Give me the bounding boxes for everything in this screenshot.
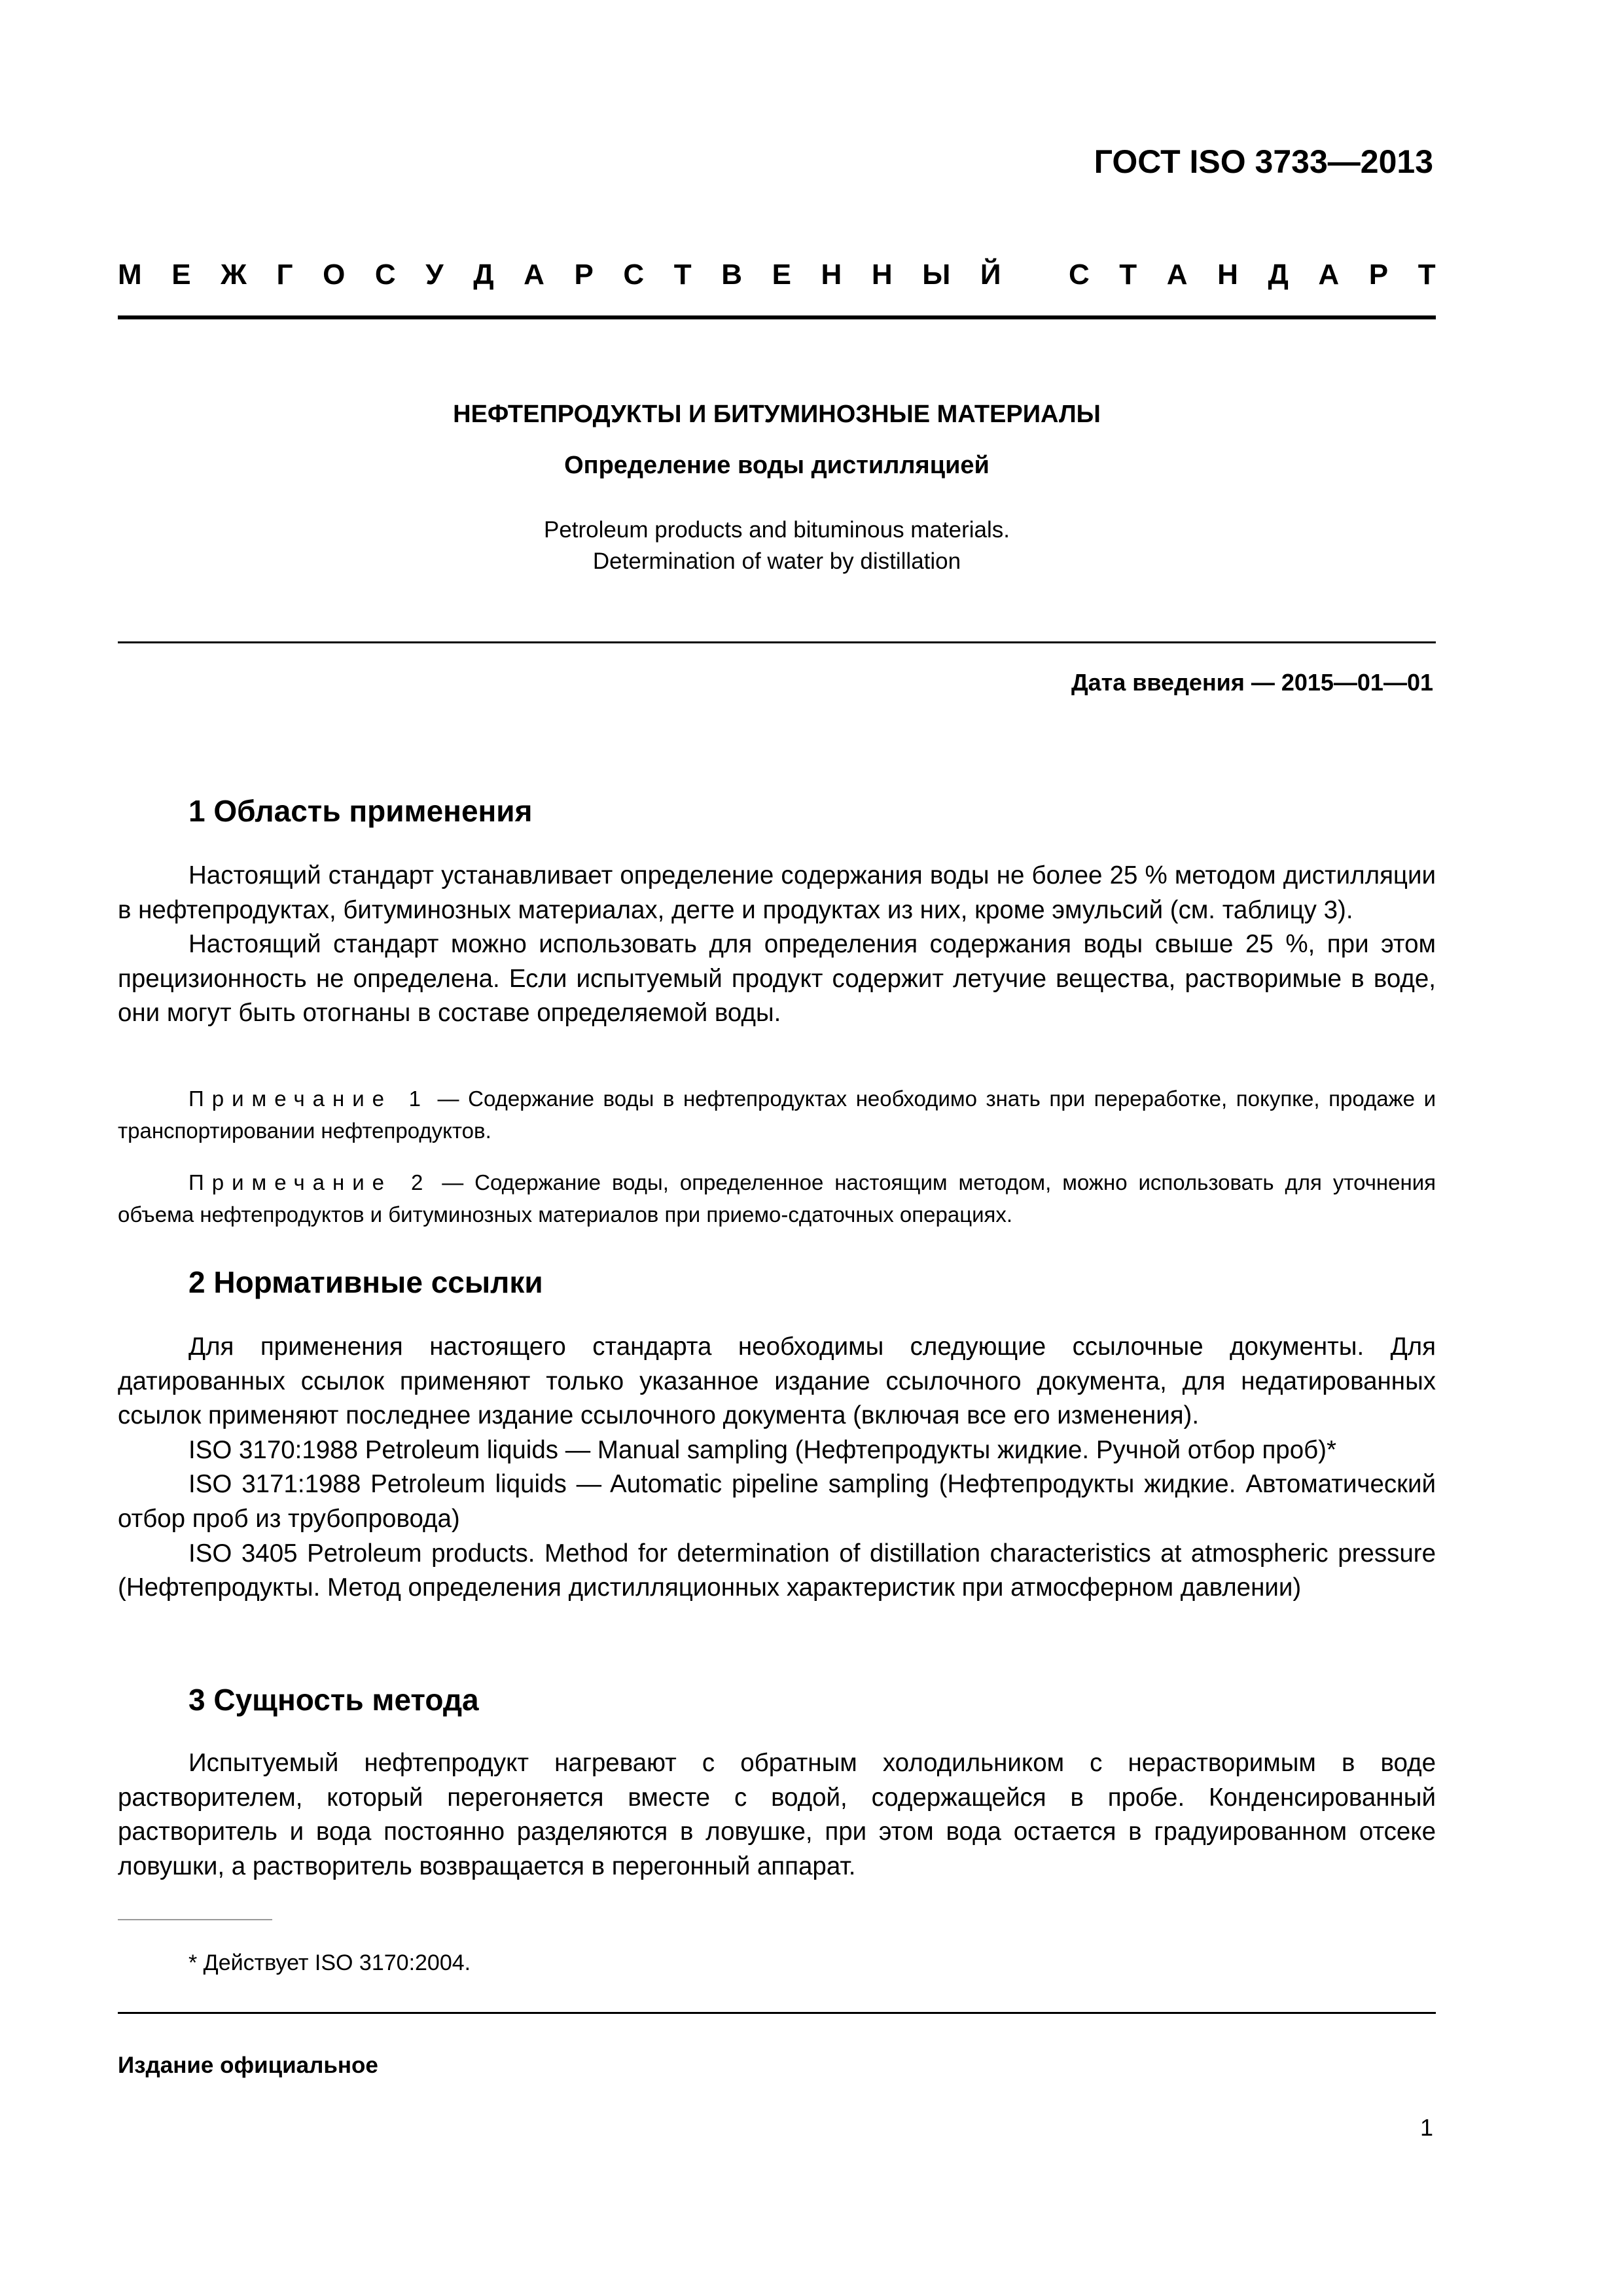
title-ru-subtitle: Определение воды дистилляцией bbox=[564, 452, 990, 479]
note-text: — Содержание воды, определенное настоящим методом, можно использовать для уточнения объема нефтепродуктов и битуминозных материалов при приемо-сдаточных операциях. bbox=[118, 1170, 1436, 1227]
section-1-body bbox=[118, 859, 1436, 1031]
standard-type-letter: Р bbox=[1368, 259, 1389, 291]
standard-type-letter: В bbox=[721, 259, 743, 291]
title-rule bbox=[118, 641, 1436, 643]
standard-type-letter: Д bbox=[473, 259, 494, 291]
section-3-heading: 3 Сущность метода bbox=[188, 1683, 479, 1717]
standard-type-letter: А bbox=[1166, 259, 1188, 291]
standard-type-letter: А bbox=[524, 259, 544, 291]
standard-type-letter: А bbox=[1318, 259, 1340, 291]
standard-type-letter: С bbox=[623, 259, 645, 291]
standard-type-letter: Т bbox=[1418, 259, 1436, 291]
paragraph: Настоящий стандарт устанавливает определение содержания воды не более 25 % методом дистилляции в нефтепродуктах, битуминозных материалах, дегте и продуктах из них, кроме эмульсий (см. таблицу 3). bbox=[118, 861, 1436, 924]
paragraph: Испытуемый нефтепродукт нагревают с обратным холодильником с нерастворимым в воде растворителем, который перегоняется вместе с водой, содержащейся в пробе. Конденсированный растворитель и вода постоянно разделяются в ловушке, при этом вода остается в градуированном отсеке ловушки, а растворитель возвращается в перегонный аппарат. bbox=[118, 1749, 1436, 1880]
footnote: * Действует ISO 3170:2004. bbox=[188, 1950, 471, 1975]
footer-rule bbox=[118, 2012, 1436, 2014]
header-rule bbox=[118, 315, 1436, 319]
section-2-body bbox=[118, 1330, 1436, 1605]
standard-type-letter: Н bbox=[871, 259, 893, 291]
standard-type-letter: Д bbox=[1268, 259, 1289, 291]
footnote-rule bbox=[118, 1919, 272, 1920]
page-number: 1 bbox=[1419, 2114, 1433, 2141]
standard-type-letter: С bbox=[1068, 259, 1090, 291]
standard-type-letter: У bbox=[425, 259, 444, 291]
paragraph: Настоящий стандарт можно использовать для определения содержания воды свыше 25 %, при этом прецизионность не определена. Если испытуемый продукт содержит летучие вещества, растворимые в воде, они могут быть отогнаны в составе определяемой воды. bbox=[118, 930, 1436, 1028]
standard-type-letter: Ы bbox=[922, 259, 951, 291]
standard-type-letter: Г bbox=[276, 259, 293, 291]
note-text: — Содержание воды в нефтепродуктах необходимо знать при переработке, покупке, продаже и транспортировании нефтепродуктов. bbox=[118, 1086, 1436, 1143]
standard-type-letter: Е bbox=[772, 259, 791, 291]
title-en-line-1: Petroleum products and bituminous materials. bbox=[543, 517, 1010, 543]
title-ru-main: НЕФТЕПРОДУКТЫ И БИТУМИНОЗНЫЕ МАТЕРИАЛЫ bbox=[453, 401, 1101, 428]
section-3-body bbox=[118, 1746, 1436, 1884]
title-en bbox=[118, 514, 1436, 577]
document-code: ГОСТ ISO 3733—2013 bbox=[1094, 143, 1433, 180]
reference-item: ISO 3170:1988 Petroleum liquids — Manual sampling (Нефтепродукты жидкие. Ручной отбор проб)* bbox=[188, 1435, 1336, 1464]
note-2 bbox=[118, 1166, 1436, 1230]
section-1-heading: 1 Область применения bbox=[188, 794, 533, 828]
reference-item: ISO 3405 Petroleum products. Method for determination of distillation characteristics at atmospheric pressure (Нефтепродукты. Метод определения дистилляционных характеристик при атмосферном давлении) bbox=[118, 1539, 1436, 1602]
note-1 bbox=[118, 1083, 1436, 1147]
title-en-line-2: Determination of water by distillation bbox=[592, 548, 961, 574]
standard-type-letter bbox=[1031, 255, 1039, 295]
standard-type-letter: Е bbox=[171, 259, 191, 291]
note-label: Примечание 1 bbox=[188, 1086, 429, 1111]
standard-type-letter: Т bbox=[1119, 259, 1137, 291]
standard-type-letter: Т bbox=[673, 259, 692, 291]
reference-item: ISO 3171:1988 Petroleum liquids — Automatic pipeline sampling (Нефтепродукты жидкие. Автоматический отбор проб из трубопровода) bbox=[118, 1470, 1436, 1533]
standard-type-letter: Й bbox=[980, 259, 1001, 291]
standard-type-letter: Р bbox=[574, 259, 594, 291]
section-2-heading: 2 Нормативные ссылки bbox=[188, 1265, 543, 1299]
introduction-date: Дата введения — 2015—01—01 bbox=[1071, 669, 1433, 696]
standard-type-letter: Н bbox=[1217, 259, 1238, 291]
note-label: Примечание 2 bbox=[188, 1170, 431, 1194]
standard-type-letter: М bbox=[118, 259, 142, 291]
standard-type-letter: О bbox=[323, 259, 346, 291]
standard-type-title bbox=[118, 255, 1436, 295]
paragraph: Для применения настоящего стандарта необходимы следующие ссылочные документы. Для датированных ссылок применяют только указанное издание ссылочного документа, для недатированных ссылок применяют последнее издание ссылочного документа (включая все его изменения). bbox=[118, 1333, 1436, 1430]
standard-type-letter: Ж bbox=[221, 259, 247, 291]
standard-type-letter: Н bbox=[821, 259, 842, 291]
edition-label: Издание официальное bbox=[118, 2053, 378, 2078]
standard-type-letter: С bbox=[374, 259, 396, 291]
